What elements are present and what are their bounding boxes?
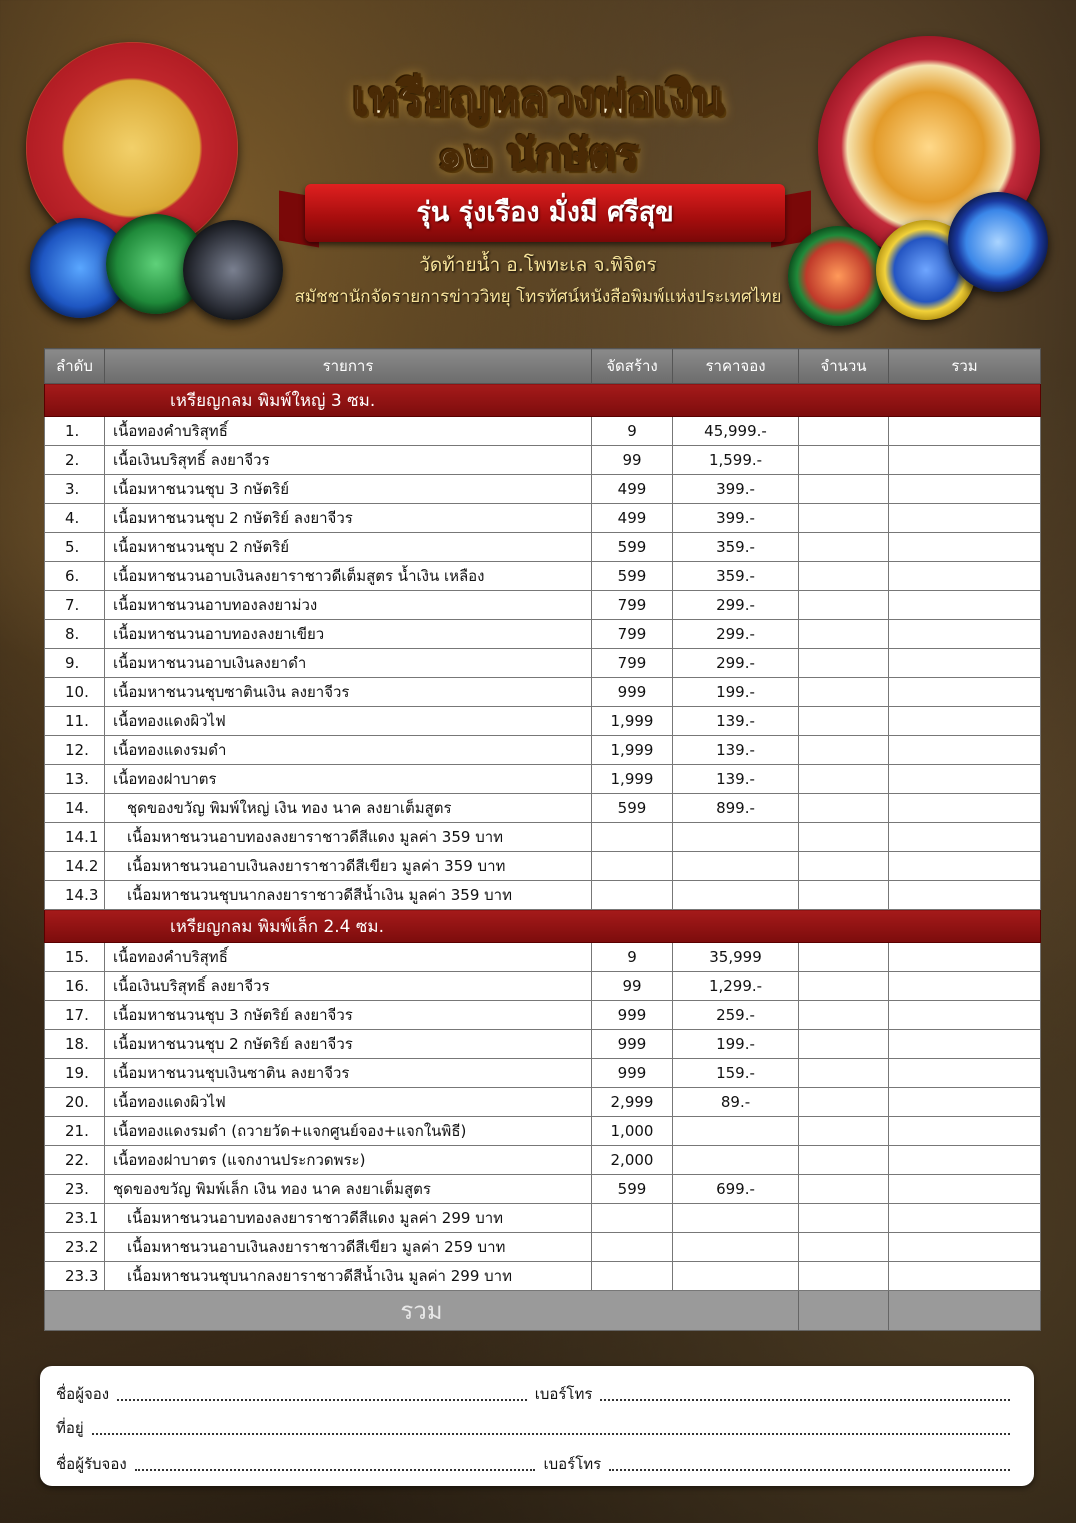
table-row [45,1233,1041,1262]
row-number: 21. [45,1117,105,1146]
row-made-count [592,823,673,852]
row-item: เนื้อมหาชนวนอาบทองลงยาราชาวดีสีแดง มูลค่า 359 บาท [105,823,592,852]
row-number: 8. [45,620,105,649]
row-total-cell[interactable] [889,504,1041,533]
table-row [45,736,1041,765]
row-number: 23.1 [45,1204,105,1233]
row-total-cell[interactable] [889,1059,1041,1088]
row-price [673,852,799,881]
row-number: 15. [45,943,105,972]
row-qty-cell[interactable] [799,1030,889,1059]
edition-label: รุ่น รุ่งเรือง มั่งมี ศรีสุข [416,197,674,228]
address-field[interactable] [92,1433,1010,1435]
row-number: 17. [45,1001,105,1030]
row-item: เนื้อทองฝาบาตร (แจกงานประกวดพระ) [105,1146,592,1175]
name-field[interactable] [117,1399,527,1401]
row-qty-cell[interactable] [799,1233,889,1262]
table-row [45,533,1041,562]
col-header-no: ลำดับ [45,349,105,384]
table-row [45,707,1041,736]
form-row-name [56,1380,1018,1406]
row-price [673,823,799,852]
row-made-count: 599 [592,794,673,823]
row-number: 10. [45,678,105,707]
row-total-cell[interactable] [889,852,1041,881]
row-total-cell[interactable] [889,649,1041,678]
col-header-price: ราคาจอง [673,349,799,384]
row-price: 399.- [673,475,799,504]
row-total-cell[interactable] [889,972,1041,1001]
row-made-count: 599 [592,533,673,562]
row-price [673,1117,799,1146]
row-item: เนื้อทองฝาบาตร [105,765,592,794]
row-total-cell[interactable] [889,678,1041,707]
row-number: 3. [45,475,105,504]
row-qty-cell[interactable] [799,707,889,736]
row-total-cell[interactable] [889,1233,1041,1262]
row-total-cell[interactable] [889,1262,1041,1291]
receiver-field[interactable] [135,1469,536,1471]
row-number: 2. [45,446,105,475]
row-number: 23. [45,1175,105,1204]
row-qty-cell[interactable] [799,446,889,475]
row-price: 199.- [673,678,799,707]
row-item: เนื้อมหาชนวนอาบเงินลงยาราชาวดีเต็มสูตร น้ำเงิน เหลือง [105,562,592,591]
row-number: 9. [45,649,105,678]
row-made-count: 1,000 [592,1117,673,1146]
row-number: 14.2 [45,852,105,881]
table-row [45,1146,1041,1175]
row-total-cell[interactable] [889,794,1041,823]
temple-name: วัดท้ายน้ำ อ.โพทะเล จ.พิจิตร [419,254,657,276]
table-row [45,852,1041,881]
row-made-count: 99 [592,972,673,1001]
row-total-cell[interactable] [889,707,1041,736]
row-made-count: 599 [592,562,673,591]
row-made-count [592,1233,673,1262]
row-qty-cell[interactable] [799,972,889,1001]
row-number: 16. [45,972,105,1001]
row-qty-cell[interactable] [799,678,889,707]
row-number: 4. [45,504,105,533]
row-made-count: 599 [592,1175,673,1204]
row-total-cell[interactable] [889,1204,1041,1233]
row-total-cell[interactable] [889,943,1041,972]
row-item: เนื้อมหาชนวนชุบ 2 กษัตริย์ ลงยาจีวร [105,1030,592,1059]
page-subtitle: ๑๒ นักษัตร [437,130,639,179]
table-row [45,1059,1041,1088]
table-row [45,765,1041,794]
row-qty-cell[interactable] [799,943,889,972]
section-title: เหรียญกลม พิมพ์เล็ก 2.4 ซม. [45,910,1041,943]
row-total-cell[interactable] [889,1175,1041,1204]
form-row-address [56,1414,1018,1440]
row-item: เนื้อทองคำบริสุทธิ์ [105,417,592,446]
row-qty-cell[interactable] [799,881,889,910]
row-qty-cell[interactable] [799,620,889,649]
row-made-count: 499 [592,475,673,504]
price-table [44,348,1041,1331]
row-price: 1,599.- [673,446,799,475]
address-label: ที่อยู่ [56,1419,84,1437]
table-row [45,794,1041,823]
row-price: 259.- [673,1001,799,1030]
table-row [45,943,1041,972]
row-item: เนื้อมหาชนวนอาบเงินลงยาราชาวดีสีเขียว มูลค่า 259 บาท [105,1233,592,1262]
row-made-count: 2,999 [592,1088,673,1117]
section-header-row [45,910,1041,943]
row-price: 1,299.- [673,972,799,1001]
row-total-cell[interactable] [889,1001,1041,1030]
section-title: เหรียญกลม พิมพ์ใหญ่ 3 ซม. [45,384,1041,417]
row-item: เนื้อมหาชนวนอาบทองลงยาราชาวดีสีแดง มูลค่า 299 บาท [105,1204,592,1233]
row-item: เนื้อมหาชนวนชุบนากลงยาราชาวดีสีน้ำเงิน มูลค่า 299 บาท [105,1262,592,1291]
row-qty-cell[interactable] [799,649,889,678]
row-made-count: 999 [592,1030,673,1059]
table-row [45,591,1041,620]
row-made-count: 2,000 [592,1146,673,1175]
section-header-row [45,384,1041,417]
row-item: เนื้อมหาชนวนชุบเงินซาติน ลงยาจีวร [105,1059,592,1088]
row-made-count: 799 [592,620,673,649]
col-header-made: จัดสร้าง [592,349,673,384]
row-item: เนื้อทองแดงผิวไฟ [105,1088,592,1117]
row-qty-cell[interactable] [799,1117,889,1146]
table-row [45,562,1041,591]
row-price [673,881,799,910]
table-row [45,1030,1041,1059]
row-made-count: 999 [592,678,673,707]
row-number: 14.3 [45,881,105,910]
phone-label-2: เบอร์โทร [543,1455,602,1473]
row-item: ชุดของขวัญ พิมพ์เล็ก เงิน ทอง นาค ลงยาเต็มสูตร [105,1175,592,1204]
row-number: 1. [45,417,105,446]
receiver-phone-field[interactable] [609,1469,1010,1471]
row-price: 399.- [673,504,799,533]
row-price: 89.- [673,1088,799,1117]
row-item: เนื้อมหาชนวนชุบ 3 กษัตริย์ [105,475,592,504]
phone-field[interactable] [600,1399,1010,1401]
row-qty-cell[interactable] [799,562,889,591]
row-qty-cell[interactable] [799,591,889,620]
row-price: 45,999.- [673,417,799,446]
phone-label: เบอร์โทร [534,1385,593,1403]
row-made-count: 999 [592,1001,673,1030]
row-item: เนื้อมหาชนวนอาบทองลงยาม่วง [105,591,592,620]
row-price: 699.- [673,1175,799,1204]
row-price: 35,999 [673,943,799,972]
row-price: 159.- [673,1059,799,1088]
row-made-count: 999 [592,1059,673,1088]
row-total-cell[interactable] [889,475,1041,504]
row-total-cell[interactable] [889,881,1041,910]
row-number: 14. [45,794,105,823]
row-price: 139.- [673,765,799,794]
row-made-count: 799 [592,591,673,620]
row-item: เนื้อเงินบริสุทธิ์ ลงยาจีวร [105,446,592,475]
header [0,0,1076,345]
row-made-count: 9 [592,417,673,446]
row-price: 139.- [673,707,799,736]
row-total-cell[interactable] [889,1088,1041,1117]
edition-ribbon [305,184,785,242]
row-qty-cell[interactable] [799,794,889,823]
row-total-cell[interactable] [889,1030,1041,1059]
row-total-cell[interactable] [889,446,1041,475]
row-made-count [592,1204,673,1233]
table-row [45,1175,1041,1204]
row-made-count: 1,999 [592,736,673,765]
row-price [673,1204,799,1233]
row-item: เนื้อมหาชนวนชุบ 2 กษัตริย์ [105,533,592,562]
row-price: 299.- [673,649,799,678]
table-row [45,972,1041,1001]
row-qty-cell[interactable] [799,417,889,446]
table-header-row [45,349,1041,384]
row-made-count: 9 [592,943,673,972]
row-item: เนื้อมหาชนวนชุบ 3 กษัตริย์ ลงยาจีวร [105,1001,592,1030]
row-item: เนื้อทองแดงรมดำ (ถวายวัด+แจกศูนย์จอง+แจกในพิธี) [105,1117,592,1146]
table-row [45,620,1041,649]
table-row [45,823,1041,852]
row-qty-cell[interactable] [799,1001,889,1030]
row-qty-cell[interactable] [799,852,889,881]
row-price [673,1146,799,1175]
total-qty-cell[interactable] [799,1291,889,1331]
row-item: เนื้อทองแดงผิวไฟ [105,707,592,736]
table-row [45,504,1041,533]
total-sum-cell[interactable] [889,1291,1041,1331]
row-qty-cell[interactable] [799,765,889,794]
row-price: 139.- [673,736,799,765]
table-row [45,446,1041,475]
row-made-count [592,881,673,910]
row-qty-cell[interactable] [799,1059,889,1088]
row-total-cell[interactable] [889,736,1041,765]
total-row [45,1291,1041,1331]
row-qty-cell[interactable] [799,475,889,504]
row-item: ชุดของขวัญ พิมพ์ใหญ่ เงิน ทอง นาค ลงยาเต็มสูตร [105,794,592,823]
row-number: 12. [45,736,105,765]
row-number: 13. [45,765,105,794]
row-item: เนื้อเงินบริสุทธิ์ ลงยาจีวร [105,972,592,1001]
row-number: 5. [45,533,105,562]
row-qty-cell[interactable] [799,1262,889,1291]
row-qty-cell[interactable] [799,736,889,765]
row-made-count: 1,999 [592,765,673,794]
row-number: 18. [45,1030,105,1059]
row-total-cell[interactable] [889,1117,1041,1146]
row-total-cell[interactable] [889,823,1041,852]
row-price: 299.- [673,591,799,620]
row-number: 11. [45,707,105,736]
row-item: เนื้อมหาชนวนอาบเงินลงยาราชาวดีสีเขียว มูลค่า 359 บาท [105,852,592,881]
row-item: เนื้อมหาชนวนชุบซาตินเงิน ลงยาจีวร [105,678,592,707]
row-price: 899.- [673,794,799,823]
row-qty-cell[interactable] [799,1204,889,1233]
name-label: ชื่อผู้จอง [56,1385,110,1403]
table-row [45,649,1041,678]
table-row [45,881,1041,910]
row-made-count: 99 [592,446,673,475]
row-price [673,1233,799,1262]
row-number: 19. [45,1059,105,1088]
row-item: เนื้อมหาชนวนชุบ 2 กษัตริย์ ลงยาจีวร [105,504,592,533]
row-price [673,1262,799,1291]
col-header-qty: จำนวน [799,349,889,384]
row-item: เนื้อมหาชนวนอาบเงินลงยาดำ [105,649,592,678]
row-number: 20. [45,1088,105,1117]
row-number: 14.1 [45,823,105,852]
receiver-label: ชื่อผู้รับจอง [56,1455,127,1473]
row-total-cell[interactable] [889,765,1041,794]
row-number: 7. [45,591,105,620]
table-row [45,1088,1041,1117]
table-row [45,417,1041,446]
row-made-count: 799 [592,649,673,678]
table-row [45,1204,1041,1233]
row-price: 199.- [673,1030,799,1059]
order-form [40,1366,1034,1486]
row-made-count: 1,999 [592,707,673,736]
row-qty-cell[interactable] [799,823,889,852]
col-header-item: รายการ [105,349,592,384]
table-row [45,1117,1041,1146]
organizer-name: สมัชชานักจัดรายการข่าววิทยุ โทรทัศน์หนังสือพิมพ์แห่งประเทศไทย [294,287,782,307]
row-made-count [592,852,673,881]
page-title: เหรียญหลวงพ่อเงิน [352,71,724,125]
row-total-cell[interactable] [889,562,1041,591]
table-row [45,678,1041,707]
table-row [45,1262,1041,1291]
row-made-count [592,1262,673,1291]
table-row [45,1001,1041,1030]
row-item: เนื้อมหาชนวนชุบนากลงยาราชาวดีสีน้ำเงิน มูลค่า 359 บาท [105,881,592,910]
row-item: เนื้อมหาชนวนอาบทองลงยาเขียว [105,620,592,649]
row-number: 22. [45,1146,105,1175]
form-row-receiver [56,1450,1018,1476]
row-total-cell[interactable] [889,620,1041,649]
row-price: 359.- [673,533,799,562]
row-price: 359.- [673,562,799,591]
row-qty-cell[interactable] [799,1088,889,1117]
row-number: 23.2 [45,1233,105,1262]
col-header-total: รวม [889,349,1041,384]
row-qty-cell[interactable] [799,504,889,533]
row-total-cell[interactable] [889,1146,1041,1175]
row-total-cell[interactable] [889,533,1041,562]
row-item: เนื้อทองแดงรมดำ [105,736,592,765]
row-qty-cell[interactable] [799,533,889,562]
row-price: 299.- [673,620,799,649]
row-qty-cell[interactable] [799,1146,889,1175]
row-item: เนื้อทองคำบริสุทธิ์ [105,943,592,972]
row-number: 6. [45,562,105,591]
row-made-count: 499 [592,504,673,533]
row-total-cell[interactable] [889,591,1041,620]
table-row [45,475,1041,504]
row-number: 23.3 [45,1262,105,1291]
row-qty-cell[interactable] [799,1175,889,1204]
total-label: รวม [45,1291,799,1331]
row-total-cell[interactable] [889,417,1041,446]
